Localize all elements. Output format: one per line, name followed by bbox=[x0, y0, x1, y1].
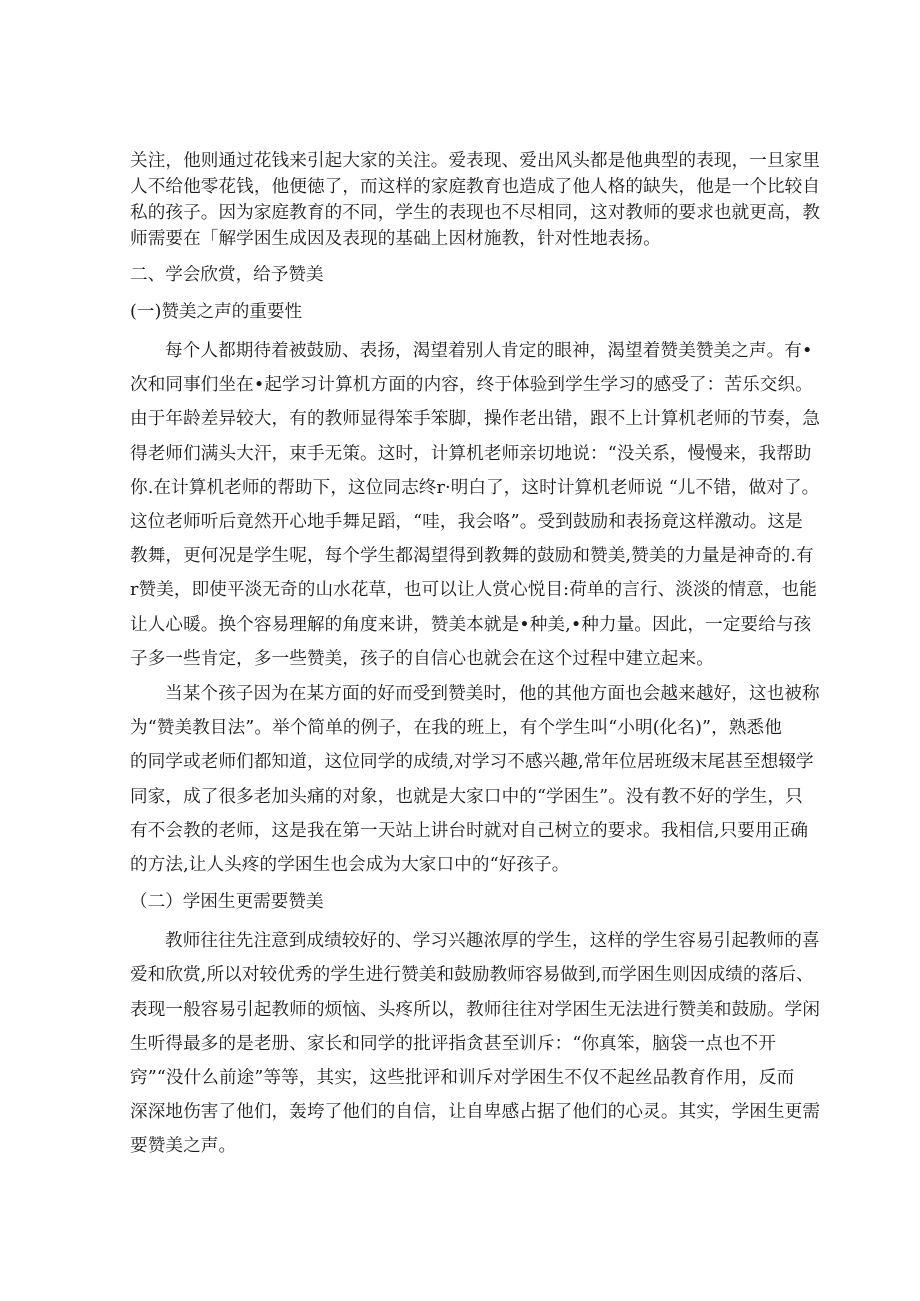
subsection-heading-2-1: (一)赞美之声的重要性 bbox=[130, 302, 303, 322]
text-line: 次和同事们坐在•起学习计算机方面的内容，终于体验到学生学习的感受了：苦乐交织。 bbox=[130, 375, 813, 396]
text-line: 要赞美之声。 bbox=[130, 1136, 237, 1157]
text-line: 人不给他零花钱，他便徳了，而这样的家庭教育也造成了他人格的缺失，他是一个比较自 bbox=[130, 177, 821, 197]
text-line: 教舞，更何况是学生呢，每个学生都渴望得到教舞的鼓励和赞美,赞美的力量是神奇的.有 bbox=[130, 546, 814, 567]
text-line: 子多一些肯定，多一些赞美，孩子的自信心也就会在这个过程中建立起来。 bbox=[130, 648, 714, 669]
text-line: 师需要在「解学困生成因及表现的基础上因材施教，针对性地表扬。 bbox=[130, 229, 661, 249]
text-line: 当某个孩子因为在某方面的好而受到赞美时，他的其他方面也会越来越好，这也被称 bbox=[165, 684, 820, 705]
text-line: 由于年龄差异较大，有的教师显得笨手笨脚，操作老出错，跟不上计算机老师的节奏，急 bbox=[130, 409, 821, 430]
text-line: 表现一般容易引起教师的烦恼、头疼所以，教师往往对学困生无法进行赞美和鼓励。学闲 bbox=[130, 999, 821, 1020]
text-line: 私的孩子。因为家庭教育的不同，学生的表现也不尽相同，这对教师的要求也就更高，教 bbox=[130, 203, 821, 223]
text-line: 每个人都期待着被鼓励、表扬，渴望着别人肯定的眼神，渴望着赞美赞美之声。有• bbox=[165, 341, 813, 361]
text-line: 得老师们满头大汗，束手无策。这时，计算机老师亲切地说：“没关系，慢慢来，我帮助 bbox=[130, 443, 812, 464]
text-line: 为“赞美教目法”。举个简单的例子，在我的班上，有个学生叫“小明(化名)”，熟悉他 bbox=[130, 718, 782, 739]
text-line: 深深地伤害了他们，轰垮了他们的自信，让自卑感占据了他们的心灵。其实，学困生更需 bbox=[130, 1102, 821, 1123]
text-line: 让人心暖。换个容易理解的角度来讲，赞美本就是•种美,•种力量。因此，一定要给与孩 bbox=[130, 614, 812, 635]
text-line: 这位老师听后竟然开心地手舞足蹈，“哇，我会咯”。受到鼓励和表扬竟这样激动。这是 bbox=[130, 512, 803, 533]
text-line: 同家，成了很多老加头痛的对象，也就是大家口中的“学困生”。没有教不好的学生，只 bbox=[130, 786, 803, 807]
paragraph-1 bbox=[130, 148, 821, 252]
text-line: 的方法,让人头疼的学困生也会成为大家口中的“好孩子。 bbox=[130, 855, 570, 876]
text-line: 爱和欣赏,所以对较优秀的学生进行赞美和鼓励教师容易做到,而学困生则因成绩的落后、 bbox=[130, 965, 814, 986]
text-line: 关注，他则通过花钱来引起大家的关注。爱表现、爱出风头都是他典型的表现，一旦家里 bbox=[130, 151, 821, 171]
subsection-heading-2-2: （二）学困生更需要赞美 bbox=[130, 892, 324, 913]
text-line: 生听得最多的是老册、家长和同学的批评指贪甚至训斥：“你真笨，脑袋一点也不开 bbox=[130, 1033, 777, 1054]
paragraph-3 bbox=[130, 677, 820, 882]
text-line: 教师往往先注意到成绩较好的、学习兴趣浓厚的学生，这样的学生容易引起教师的喜 bbox=[165, 931, 820, 952]
text-line: r赞美，即使平淡无奇的山水花草，也可以让人赏心悦目:荷单的言行、淡淡的情意，也能 bbox=[130, 580, 817, 601]
section-heading-2: 二、学会欣赏，给予赞美 bbox=[130, 265, 324, 285]
text-line: 窍”“没什么前途”等等，其实，这些批评和训斥对学困生不仅不起丝品教育作用，反而 bbox=[130, 1068, 795, 1089]
paragraph-2 bbox=[130, 334, 821, 676]
document-page bbox=[130, 148, 821, 1164]
paragraph-4 bbox=[130, 924, 821, 1163]
text-line: 有不会教的老师，这是我在第一天站上讲台时就对自己树立的要求。我相信,只要用正确 bbox=[130, 820, 809, 841]
text-line: 你.在计算机老师的帮助下，这位同志终r·明白了，这时计算机老师说 “儿不错，做对了。 bbox=[130, 477, 820, 498]
text-line: 的同学或老师们都知道，这位同学的成绩,对学习不感兴趣,常年位居班级末尾甚至想辍学 bbox=[130, 752, 814, 773]
